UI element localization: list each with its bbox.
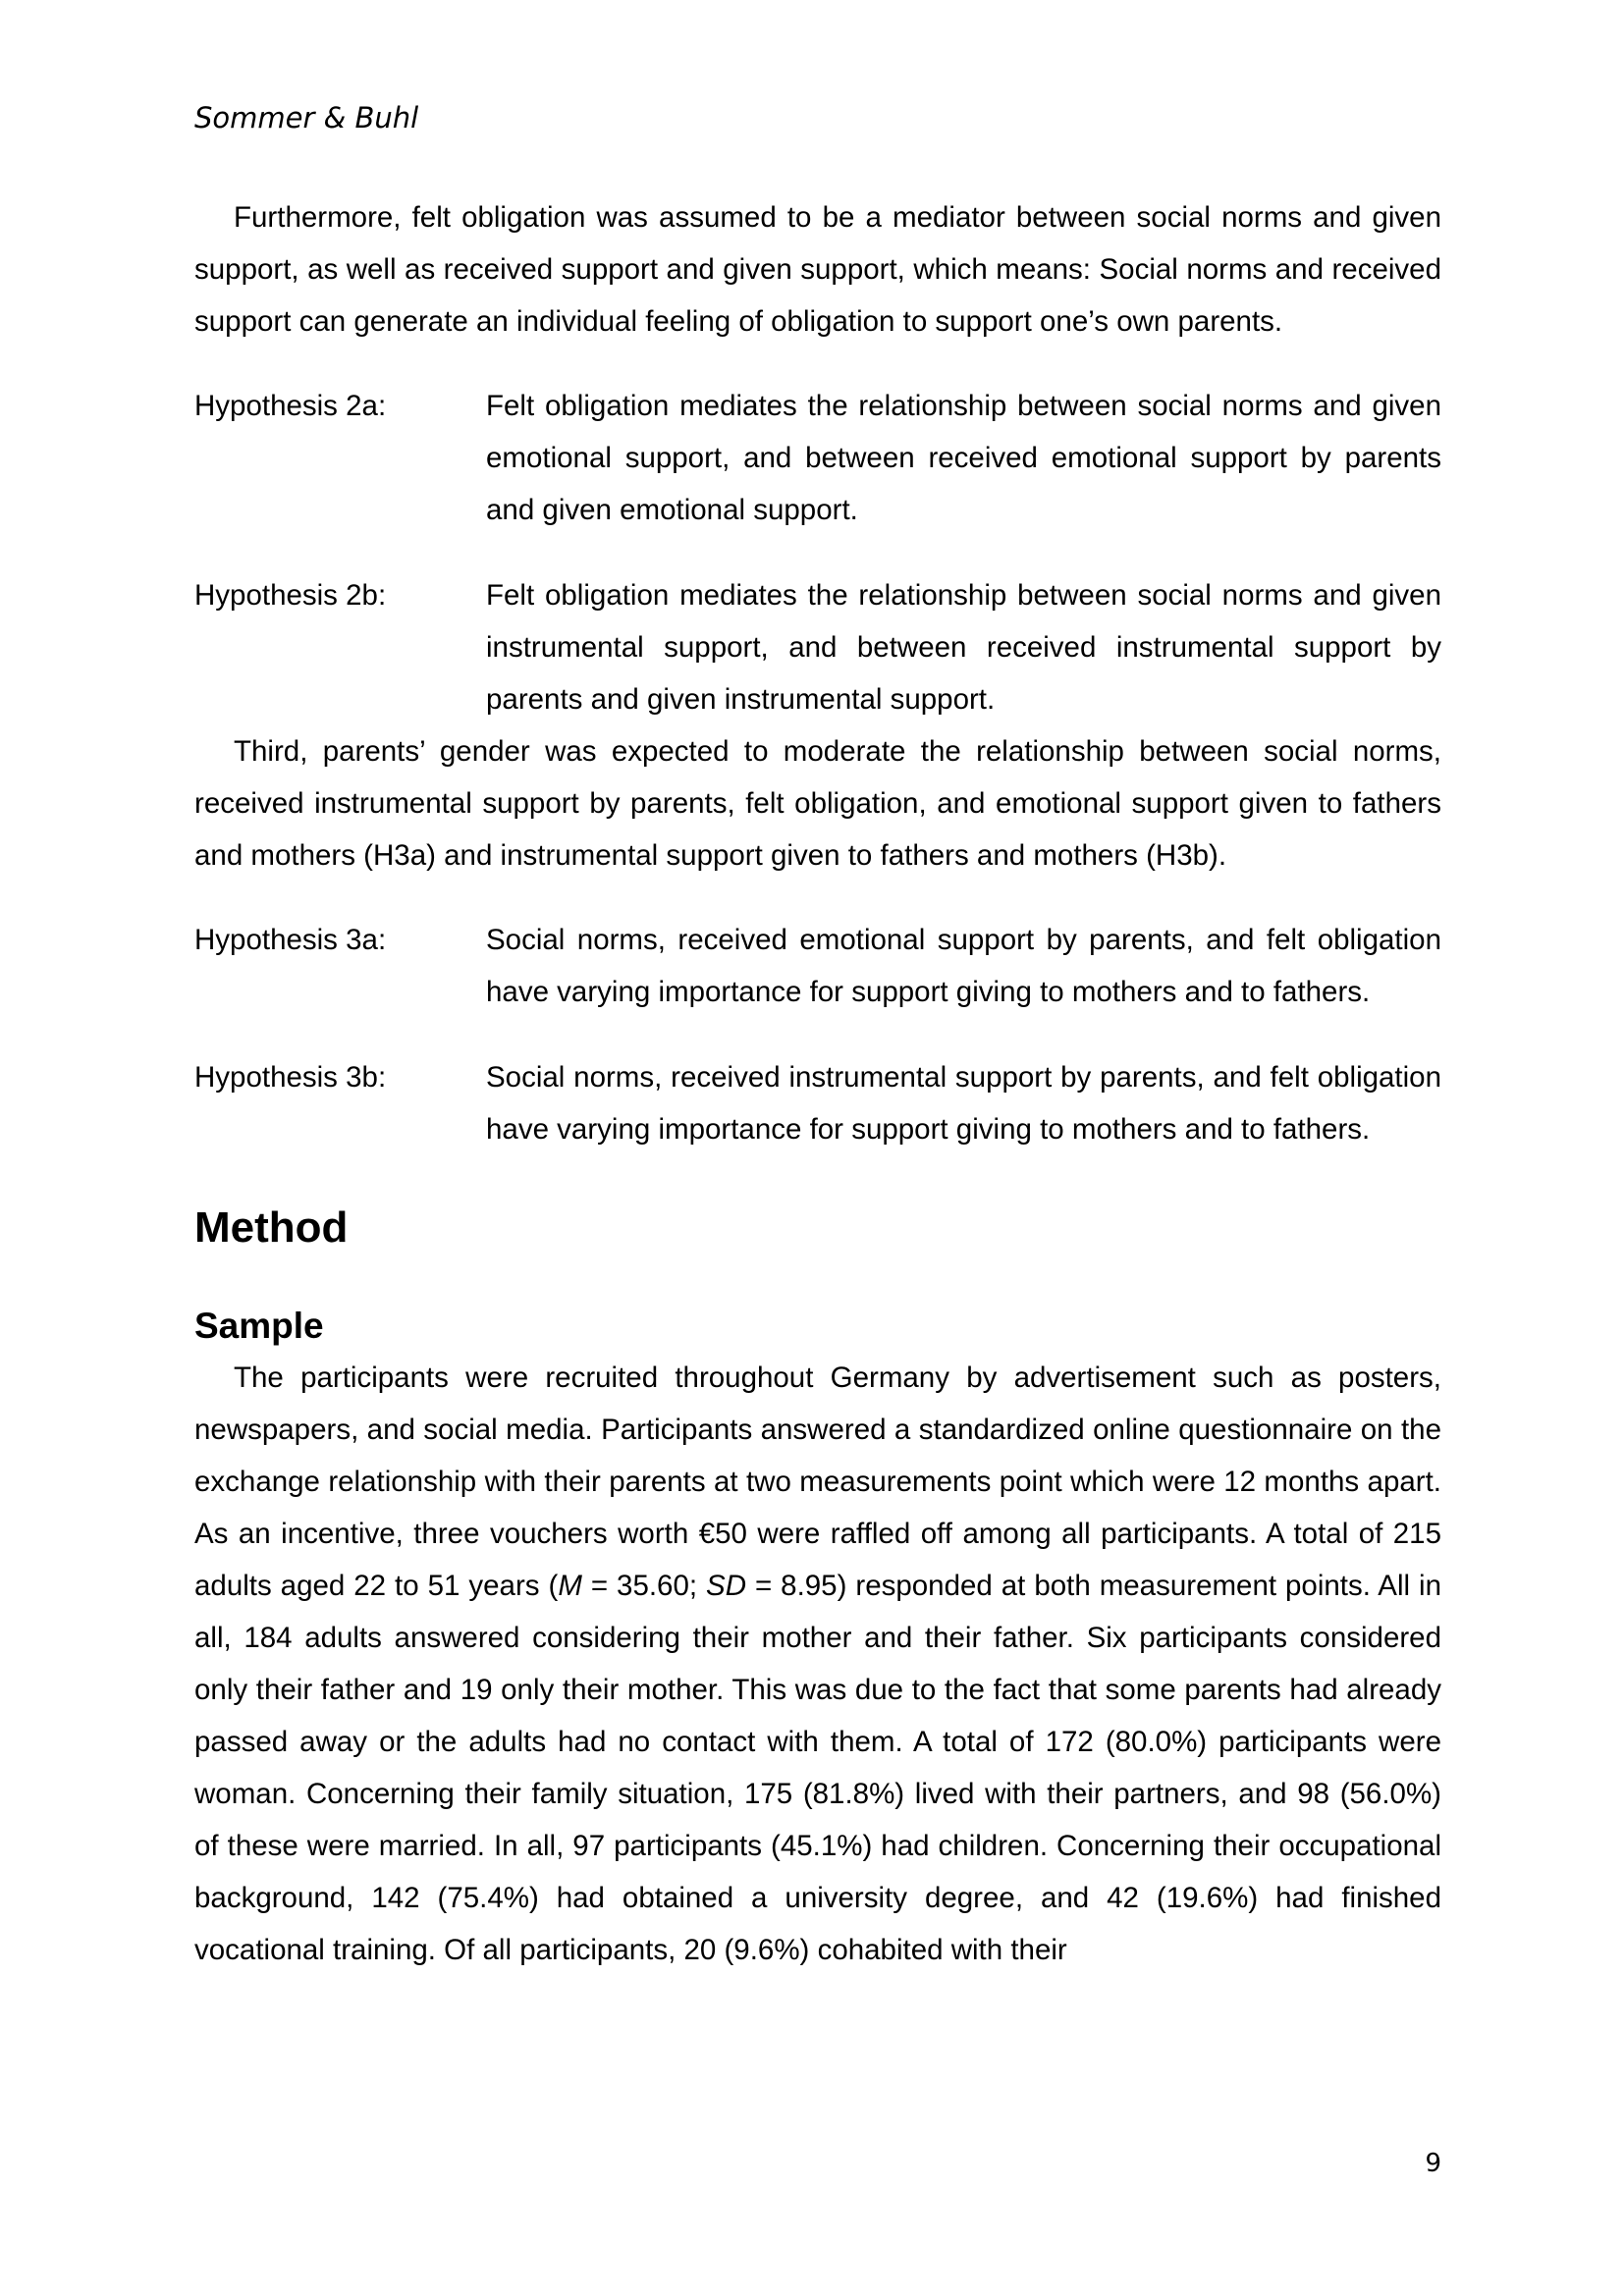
sample-heading: Sample — [194, 1306, 324, 1346]
hypothesis-text: Social norms, received instrumental support by parents, and felt obligation have varying importance for support giving to mothers and to fathers. — [486, 1061, 1441, 1146]
sample-paragraph — [194, 1352, 1441, 1976]
hypothesis-text: Social norms, received emotional support by parents, and felt obligation have varying importance for support giving to mothers and to fathers. — [486, 924, 1441, 1008]
intro-paragraph: Furthermore, felt obligation was assumed to be a mediator between social norms and given support, as well as received support and given support, which means: Social norms and received support can generate an individual feeling of obligation to support one’s own parents. — [194, 201, 1441, 338]
hypothesis-label: Hypothesis 3b: — [194, 1061, 387, 1094]
page-body — [194, 191, 1441, 1976]
hypothesis-label: Hypothesis 3a: — [194, 924, 387, 956]
sd-value: = 8.95 — [746, 1570, 838, 1602]
mean-symbol: M — [558, 1570, 582, 1602]
page-number: 9 — [1425, 2149, 1441, 2178]
method-heading: Method — [194, 1203, 349, 1252]
hypothesis-2a — [194, 380, 1441, 536]
hypothesis-label: Hypothesis 2a: — [194, 390, 387, 422]
sample-text-part2: ) responded at both measurement points. All in all, 184 adults answered considering their mother and their father. Six participants considered only their father and 19 only their mother. This was due to the fact that some parents had already passed away or the adults had no contact with them. A total of 172 (80.0%) participants were woman. Concerning their family situation, 175 (81.8%) lived with their partners, and 98 (56.0%) of these were married. In all, 97 participants (45.1%) had children. Concerning their occupational background, 142 (75.4%) had obtained a university degree, and 42 (19.6%) had finished vocational training. Of all participants, 20 (9.6%) cohabited with their — [194, 1570, 1441, 1966]
hypothesis-3a — [194, 914, 1441, 1018]
hypothesis-2b — [194, 569, 1441, 725]
sd-symbol: SD — [706, 1570, 747, 1602]
hypothesis-text: Felt obligation mediates the relationship between social norms and given instrumental support, and between received instrumental support by parents and given instrumental support. — [486, 579, 1441, 716]
mean-value: = 35.60; — [581, 1570, 707, 1602]
sample-text-part1: The participants were recruited throughout Germany by advertisement such as posters, newspapers, and social media. Participants answered a standardized online questionnaire on the exchange relationship with their parents at two measurements point which were 12 months apart. As an incentive, three vouchers worth €50 were raffled off among all participants. A total of 215 adults aged 22 to 51 years ( — [194, 1362, 1441, 1602]
hypothesis-label: Hypothesis 2b: — [194, 579, 387, 612]
hypothesis-text: Felt obligation mediates the relationship between social norms and given emotional support, and between received emotional support by parents and given emotional support. — [486, 390, 1441, 526]
running-header: Sommer & Buhl — [194, 101, 419, 134]
third-paragraph: Third, parents’ gender was expected to moderate the relationship between social norms, received instrumental support by parents, felt obligation, and emotional support given to fathers and mothers (H3a) and instrumental support given to fathers and mothers (H3b). — [194, 735, 1441, 872]
hypothesis-3b — [194, 1051, 1441, 1155]
